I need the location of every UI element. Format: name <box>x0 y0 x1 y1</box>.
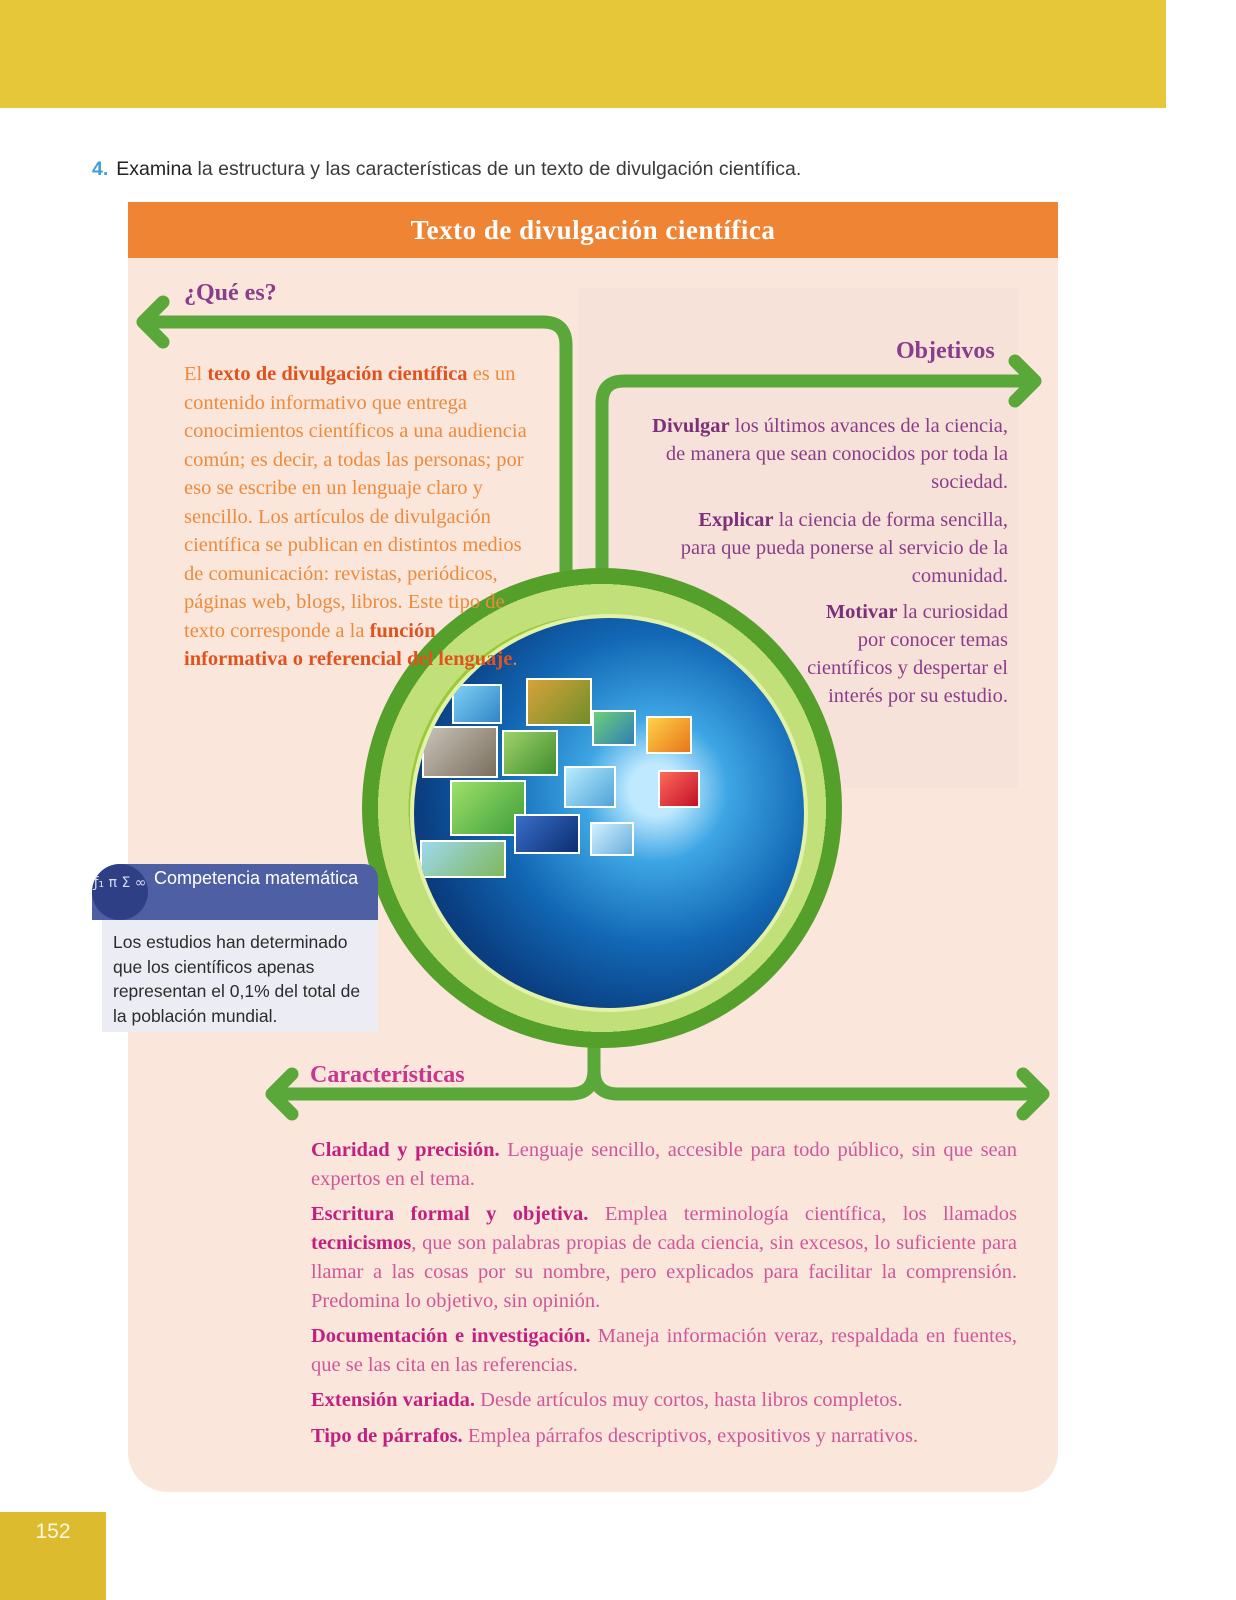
caracteristica-item <box>311 1136 1017 1194</box>
que-es-intro: El <box>184 363 208 385</box>
objetivo-item <box>648 412 1008 496</box>
caracteristica-term: Escritura formal y objetiva. <box>311 1203 589 1225</box>
heading-caracteristicas: Características <box>310 1062 465 1088</box>
caracteristica-text: Emplea terminología científica, los llamados <box>588 1203 1018 1225</box>
caracteristica-term: Extensión variada. <box>311 1389 476 1411</box>
caracteristica-text: Desde artículos muy cortos, hasta libros completos. <box>475 1389 903 1411</box>
objetivo-term: Explicar <box>698 509 774 531</box>
objetivo-term: Motivar <box>825 601 898 623</box>
objetivo-text: los últimos avances de la ciencia, de manera que sean conocidos por toda la sociedad. <box>665 415 1008 493</box>
caracteristica-item <box>311 1322 1017 1380</box>
competencia-text: Los estudios han determinado que los científicos apenas representan el 0,1% del total de la población mundial. <box>113 932 361 1026</box>
objetivo-text: la curiosidad por conocer temas científicos y despertar el interés por su estudio. <box>807 601 1008 707</box>
objetivo-text: la ciencia de forma sencilla, para que pueda ponerse al servicio de la comunidad. <box>680 509 1008 587</box>
caracteristica-term: Claridad y precisión. <box>311 1139 500 1161</box>
page-number: 152 <box>35 1520 71 1543</box>
objetivo-item <box>802 598 1008 710</box>
math-symbols-icon: ƒ₁ π Σ ∞ <box>92 864 148 920</box>
caracteristica-item <box>311 1386 1017 1415</box>
que-es-body: es un contenido informativo que entrega conocimientos científicos a una audiencia común; es decir, a todas las personas; por eso se escribe en un lenguaje claro y sencillo. Los artículos de divulgación científica se publican en distintos medios de comunicación: revistas, periódicos, páginas web, blogs, libros. Este tipo de texto corresponde a la <box>184 363 527 642</box>
que-es-text <box>184 360 544 674</box>
caracteristica-text: Lenguaje sencillo, accesible para todo público, sin que sean expertos en el tema. <box>311 1139 1017 1190</box>
competencia-title: Competencia matemática <box>154 868 359 888</box>
caracteristica-text: Emplea párrafos descriptivos, expositivos y narrativos. <box>462 1425 919 1447</box>
que-es-function: función informativa o referencial del lenguaje <box>184 619 513 670</box>
caracteristica-text: Maneja información veraz, respaldada en fuentes, que se las cita en las referencias. <box>311 1325 1017 1376</box>
instruction-text: la estructura y las características de un texto de divulgación científica. <box>192 158 802 180</box>
caracteristica-term-secondary: tecnicismos <box>311 1232 412 1254</box>
caracteristica-term: Tipo de párrafos. <box>311 1425 463 1447</box>
que-es-term: texto de divulgación científica <box>207 363 468 385</box>
objetivo-item <box>668 506 1008 590</box>
caracteristica-item <box>311 1200 1017 1316</box>
caracteristica-term: Documentación e investigación. <box>311 1325 591 1347</box>
instruction-number: 4. <box>92 158 109 180</box>
instruction-verb: Examina <box>116 158 193 180</box>
caracteristica-text-secondary: , que son palabras propias de cada ciencia, sin excesos, lo suficiente para llamar a las cosas por su nombre, pero explicados para facilitar la comprensión. Predomina lo objetivo, sin opinión. <box>311 1232 1017 1312</box>
globe-image <box>410 614 808 1012</box>
que-es-end: . <box>512 648 518 670</box>
objetivo-term: Divulgar <box>652 415 730 437</box>
caracteristica-item <box>311 1422 1017 1451</box>
panel-title: Texto de divulgación científica <box>128 202 1058 258</box>
heading-objetivos: Objetivos <box>896 338 995 364</box>
heading-que-es: ¿Qué es? <box>184 280 277 306</box>
